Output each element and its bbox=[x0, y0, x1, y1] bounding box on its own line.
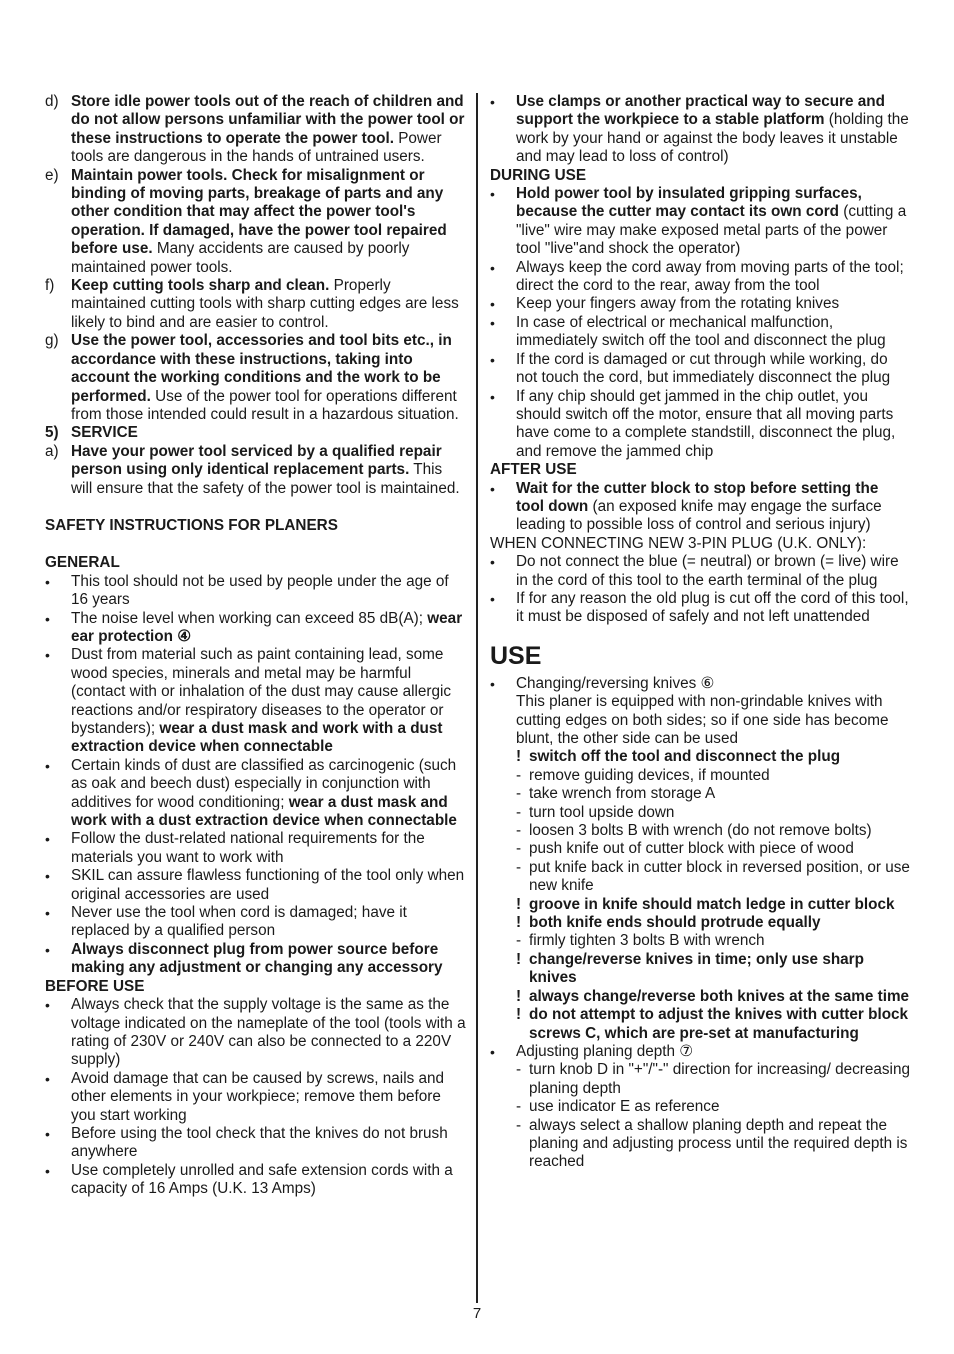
bullet-bold: Use clamps or another practical way to secure and support the workpiece to a stable platform bbox=[516, 93, 885, 129]
bullet-marker: • bbox=[45, 757, 50, 774]
step-marker: ! bbox=[516, 1006, 522, 1024]
step-text: both knife ends should protrude equally bbox=[529, 914, 821, 932]
rule-bold: Store idle power tools out of the reach of children and do not allow persons unfamiliar with the power tool or these instructions to operate the power tool. bbox=[71, 93, 465, 147]
step-text: take wrench from storage A bbox=[529, 785, 716, 803]
instruction-step bbox=[516, 859, 910, 896]
step-marker: ! bbox=[516, 895, 522, 913]
step-text: push knife out of cutter block with piece of wood bbox=[529, 840, 854, 858]
step-marker: ! bbox=[516, 914, 522, 932]
item-marker: d) bbox=[45, 93, 59, 110]
safety-heading: SAFETY INSTRUCTIONS FOR PLANERS bbox=[45, 516, 338, 534]
bullet-text: The noise level when working can exceed 85 dB(A); bbox=[71, 609, 428, 627]
before-use-list bbox=[45, 996, 467, 1198]
rule-g bbox=[45, 332, 467, 424]
knives-title: Changing/reversing knives ⑥ bbox=[516, 674, 715, 692]
item-marker: e) bbox=[45, 166, 59, 184]
bullet-item bbox=[490, 590, 910, 627]
bullet-marker: • bbox=[45, 647, 50, 664]
step-marker: - bbox=[516, 1098, 522, 1116]
instruction-step bbox=[516, 785, 910, 803]
bullet-marker: • bbox=[45, 941, 50, 958]
rule-text: Use of the power tool for operations different from those intended could result in a hazardous situation. bbox=[71, 387, 459, 423]
step-marker: ! bbox=[516, 748, 522, 766]
rule-e bbox=[45, 167, 467, 277]
bullet-marker: • bbox=[490, 94, 495, 110]
bullet-marker: • bbox=[490, 554, 495, 571]
item-marker: a) bbox=[45, 442, 59, 460]
bullet-marker: • bbox=[45, 868, 50, 885]
bullet-marker: • bbox=[490, 314, 495, 331]
bullet-item bbox=[45, 904, 467, 941]
step-text: firmly tighten 3 bolts B with wrench bbox=[529, 932, 765, 950]
knives-intro: This planer is equipped with non-grindable knives with cutting edges on both sides; so if one side has become blunt, the other side can be used bbox=[516, 693, 889, 747]
instruction-step bbox=[516, 1117, 910, 1172]
instruction-step bbox=[516, 932, 910, 950]
rule-f bbox=[45, 277, 467, 332]
instruction-step bbox=[516, 804, 910, 822]
bullet-text: Keep your fingers away from the rotating knives bbox=[516, 295, 840, 313]
rule-bold: Keep cutting tools sharp and clean. bbox=[71, 277, 330, 295]
bullet-marker: • bbox=[490, 259, 495, 276]
step-text: change/reverse knives in time; only use sharp knives bbox=[529, 950, 864, 987]
step-marker: ! bbox=[516, 950, 522, 968]
step-text: turn tool upside down bbox=[529, 803, 675, 821]
bullet-item bbox=[490, 259, 910, 296]
bullet-text: Avoid damage that can be caused by screws, nails and other elements in your workpiece; remove them before you start working bbox=[71, 1069, 445, 1124]
bullet-text: Follow the dust-related national requirements for the materials you want to work with bbox=[71, 830, 425, 866]
bullet-item bbox=[490, 1043, 910, 1061]
instruction-step bbox=[516, 822, 910, 840]
step-marker: - bbox=[516, 858, 522, 876]
bullet-item bbox=[490, 185, 910, 259]
bullet-text: Before using the tool check that the knives do not brush anywhere bbox=[71, 1124, 448, 1161]
bullet-marker: • bbox=[45, 831, 50, 848]
bullet-text: This tool should not be used by people under the age of 16 years bbox=[71, 572, 449, 609]
general-list bbox=[45, 573, 467, 978]
bullet-marker: • bbox=[490, 590, 495, 607]
rule-d bbox=[45, 93, 467, 167]
rule-text: Properly maintained cutting tools with sharp cutting edges are less likely to bind and are easier to control. bbox=[71, 277, 459, 331]
bullet-marker: • bbox=[45, 573, 50, 590]
step-text: use indicator E as reference bbox=[529, 1098, 720, 1116]
knives-steps bbox=[490, 748, 910, 1043]
bullet-marker: • bbox=[45, 1070, 50, 1087]
bullet-bold: Hold power tool by insulated gripping surfaces, because the cutter may contact its own cord bbox=[516, 185, 862, 221]
bullet-marker: • bbox=[45, 610, 50, 627]
bullet-item bbox=[45, 757, 467, 831]
step-marker: - bbox=[516, 785, 522, 803]
bullet-marker: • bbox=[490, 351, 495, 368]
bullet-bold: wear ear protection ④ bbox=[71, 609, 463, 645]
bullet-marker: • bbox=[45, 1162, 50, 1179]
bullet-marker: • bbox=[45, 905, 50, 922]
bullet-text: (holding the work by your hand or against the body leaves it unstable and may lead to loss of control) bbox=[516, 111, 909, 166]
bullet-marker: • bbox=[490, 186, 495, 203]
rule-text: This will ensure that the safety of the power tool is maintained. bbox=[71, 461, 460, 497]
before-use-heading: BEFORE USE bbox=[45, 977, 145, 995]
bullet-text: If the cord is damaged or cut through while working, do not touch the cord, but immediately disconnect the plug bbox=[516, 350, 891, 387]
step-text: do not attempt to adjust the knives with cutter block screws C, which are pre-set at manufacturing bbox=[529, 1006, 909, 1042]
step-marker: - bbox=[516, 932, 522, 950]
bullet-text: Always keep the cord away from moving parts of the tool; direct the cord to the rear, away from the tool bbox=[516, 258, 904, 295]
column-divider bbox=[476, 93, 478, 1303]
step-marker: - bbox=[516, 840, 522, 858]
instruction-step bbox=[516, 1061, 910, 1098]
bullet-marker: • bbox=[490, 296, 495, 313]
rule-text: Power tools are dangerous in the hands of untrained users. bbox=[71, 129, 442, 166]
rule-text: Many accidents are caused by poorly maintained power tools. bbox=[71, 240, 410, 276]
step-text: loosen 3 bolts B with wrench (do not remove bolts) bbox=[529, 822, 872, 840]
bullet-item bbox=[490, 480, 910, 535]
step-marker: - bbox=[516, 1061, 522, 1079]
rule-bold: Maintain power tools. Check for misalignment or binding of moving parts, breakage of parts and any other condition that may affect the power tool's operation. If damaged, have the power tool repaired before use. bbox=[71, 166, 447, 258]
during-use-list bbox=[490, 185, 910, 461]
bullet-text: Never use the tool when cord is damaged; have it replaced by a qualified person bbox=[71, 904, 407, 940]
bullet-marker: • bbox=[490, 388, 495, 405]
bullet-item bbox=[490, 675, 910, 693]
bullet-item bbox=[490, 351, 910, 388]
bullet-item bbox=[490, 388, 910, 462]
step-text: turn knob D in "+"/"-" direction for increasing/ decreasing planing depth bbox=[529, 1061, 910, 1097]
section-service bbox=[45, 424, 467, 442]
bullet-marker: • bbox=[490, 480, 495, 497]
bullet-text: (an exposed knife may engage the surface leading to possible loss of control and serious injury) bbox=[516, 497, 882, 534]
bullet-marker: • bbox=[490, 1043, 495, 1060]
warning-step bbox=[516, 896, 910, 914]
bullet-item bbox=[45, 941, 467, 978]
instruction-step bbox=[516, 840, 910, 858]
step-marker: - bbox=[516, 822, 522, 840]
bullet-marker: • bbox=[45, 1125, 50, 1142]
right-column bbox=[490, 93, 910, 1172]
depth-title: Adjusting planing depth ⑦ bbox=[516, 1042, 694, 1060]
bullet-item bbox=[45, 646, 467, 756]
bullet-item bbox=[490, 93, 910, 167]
instruction-step bbox=[516, 1098, 910, 1116]
bullet-item bbox=[45, 830, 467, 867]
item-marker: f) bbox=[45, 277, 55, 295]
bullet-marker: • bbox=[490, 675, 495, 692]
bullet-text: SKIL can assure flawless functioning of the tool only when original accessories are used bbox=[71, 867, 465, 903]
warning-step bbox=[516, 748, 910, 766]
bullet-item bbox=[490, 314, 910, 351]
bullet-bold: wear a dust mask and work with a dust extraction device when connectable bbox=[71, 720, 443, 756]
step-text: remove guiding devices, if mounted bbox=[529, 766, 770, 784]
bullet-item bbox=[45, 610, 467, 647]
section-title: SERVICE bbox=[71, 424, 138, 442]
step-text: always change/reverse both knives at the same time bbox=[529, 987, 910, 1005]
bullet-bold: wear a dust mask and work with a dust extraction device when connectable bbox=[71, 793, 457, 830]
step-text: groove in knife should match ledge in cutter block bbox=[529, 895, 895, 913]
bullet-item bbox=[490, 295, 910, 313]
use-title: USE bbox=[490, 641, 542, 670]
bullet-text: If any chip should get jammed in the chip outlet, you should switch off the motor, ensure that all moving parts have come to a complete standstill, disconnect the plug, and remove the jammed chip bbox=[516, 387, 896, 460]
item-marker: 5) bbox=[45, 424, 59, 442]
bullet-item bbox=[45, 573, 467, 610]
bullet-item bbox=[45, 1162, 467, 1199]
item-marker: g) bbox=[45, 332, 59, 350]
bullet-text: If for any reason the old plug is cut off the cord of this tool, it must be disposed of safely and not left unattended bbox=[516, 589, 909, 626]
step-text: switch off the tool and disconnect the plug bbox=[529, 748, 841, 766]
bullet-item bbox=[45, 996, 467, 1070]
page-number: 7 bbox=[472, 1305, 482, 1322]
step-marker: - bbox=[516, 766, 522, 784]
bullet-item bbox=[490, 553, 910, 590]
rule-bold: Have your power tool serviced by a qualified repair person using only identical replacement parts. bbox=[71, 442, 442, 479]
step-marker: - bbox=[516, 803, 522, 821]
rule-bold: Use the power tool, accessories and tool bits etc., in accordance with these instructions, taking into account the working conditions and the work to be performed. bbox=[71, 332, 452, 405]
plug-heading: WHEN CONNECTING NEW 3-PIN PLUG (U.K. ONLY): bbox=[490, 534, 867, 552]
bullet-text: Use completely unrolled and safe extension cords with a capacity of 16 Amps (U.K. 13 Amps) bbox=[71, 1161, 453, 1198]
bullet-item bbox=[45, 1070, 467, 1125]
step-marker: ! bbox=[516, 987, 522, 1005]
bullet-bold: Wait for the cutter block to stop before setting the tool down bbox=[516, 479, 879, 515]
bullet-text: In case of electrical or mechanical malfunction, immediately switch off the tool and disconnect the plug bbox=[516, 313, 886, 350]
bullet-text: Dust from material such as paint containing lead, some wood species, minerals and metal may be harmful (contact with or inhalation of the dust may cause allergic reactions and/or respiratory diseases to the operator or bystanders); bbox=[71, 646, 452, 737]
after-use-heading: AFTER USE bbox=[490, 461, 577, 479]
bullet-bold: Always disconnect plug from power source before making any adjustment or changing any accessory bbox=[71, 940, 443, 977]
step-text: always select a shallow planing depth and repeat the planing and adjusting process until the required depth is reached bbox=[529, 1116, 908, 1171]
instruction-step bbox=[516, 767, 910, 785]
step-text: put knife back in cutter block in reversed position, or use new knife bbox=[529, 858, 910, 895]
general-heading: GENERAL bbox=[45, 554, 120, 572]
left-column bbox=[45, 93, 467, 1199]
bullet-item bbox=[45, 1125, 467, 1162]
bullet-text: (cutting a "live" wire may make exposed metal parts of the power tool "live"and shock the operator) bbox=[516, 203, 907, 258]
bullet-text: Do not connect the blue (= neutral) or brown (= live) wire in the cord of this tool to the earth terminal of the plug bbox=[516, 553, 899, 589]
rule-a bbox=[45, 443, 467, 498]
warning-step bbox=[516, 1006, 910, 1043]
warning-step bbox=[516, 951, 910, 988]
warning-step bbox=[516, 988, 910, 1006]
during-use-heading: DURING USE bbox=[490, 166, 587, 184]
warning-step bbox=[516, 914, 910, 932]
bullet-item bbox=[45, 867, 467, 904]
plug-list bbox=[490, 553, 910, 627]
bullet-text: Always check that the supply voltage is the same as the voltage indicated on the nameplate of the tool (tools with a rating of 230V or 240V can also be connected to a 220V supply) bbox=[71, 996, 466, 1069]
bullet-text: Certain kinds of dust are classified as carcinogenic (such as oak and beech dust) especially in conjunction with additives for wood conditioning; bbox=[71, 756, 457, 811]
depth-steps bbox=[490, 1061, 910, 1171]
step-marker: - bbox=[516, 1116, 522, 1134]
bullet-marker: • bbox=[45, 997, 50, 1014]
